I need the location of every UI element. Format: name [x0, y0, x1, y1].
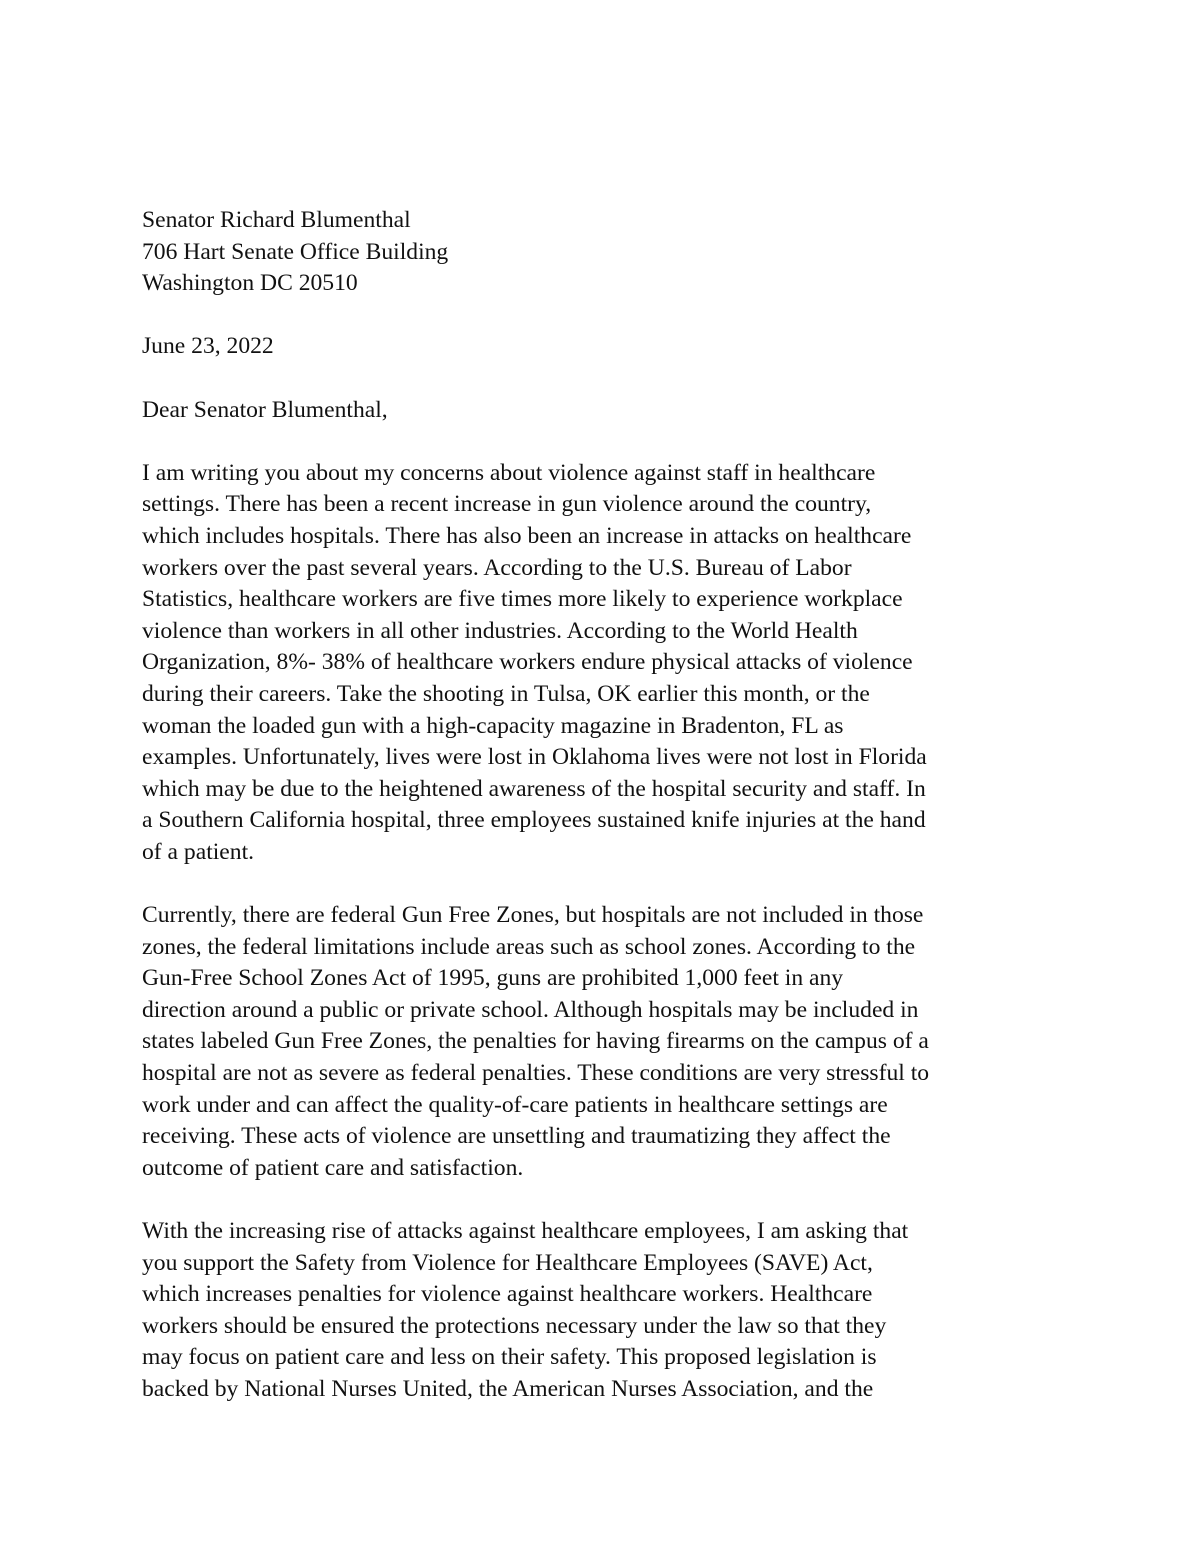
paragraph-line: workers over the past several years. According to the U.S. Bureau of Labor [142, 554, 852, 581]
recipient-name: Senator Richard Blumenthal [142, 207, 411, 233]
paragraph-line: Organization, 8%- 38% of healthcare workers endure physical attacks of violence [142, 649, 913, 676]
spacer [142, 363, 1082, 395]
spacer [142, 300, 1082, 332]
paragraph-line: work under and can affect the quality-of-care patients in healthcare settings are [142, 1091, 888, 1118]
recipient-street: 706 Hart Senate Office Building [142, 238, 449, 265]
paragraph-1 [142, 458, 1082, 869]
paragraph-line: you support the Safety from Violence for Healthcare Employees (SAVE) Act, [142, 1249, 873, 1276]
spacer [142, 426, 1082, 458]
paragraph-line: With the increasing rise of attacks against healthcare employees, I am asking that [142, 1218, 909, 1244]
paragraph-line: Statistics, healthcare workers are five times more likely to experience workplace [142, 586, 903, 613]
paragraph-line: zones, the federal limitations include areas such as school zones. According to the [142, 933, 916, 960]
paragraph-line: hospital are not as severe as federal penalties. These conditions are very stressful to [142, 1060, 930, 1087]
paragraph-line: during their careers. Take the shooting in Tulsa, OK earlier this month, or the [142, 680, 870, 707]
recipient-address [142, 205, 1082, 300]
date-text: June 23, 2022 [142, 333, 274, 360]
spacer [142, 868, 1082, 900]
paragraph-line: backed by National Nurses United, the American Nurses Association, and the [142, 1375, 874, 1402]
paragraph-line: direction around a public or private school. Although hospitals may be included in [142, 996, 919, 1023]
salutation-text: Dear Senator Blumenthal, [142, 396, 388, 423]
paragraph-line: a Southern California hospital, three employees sustained knife injuries at the hand [142, 807, 926, 834]
paragraph-line: violence than workers in all other industries. According to the World Health [142, 617, 858, 644]
salutation [142, 395, 1082, 427]
paragraph-line: may focus on patient care and less on their safety. This proposed legislation is [142, 1344, 877, 1371]
paragraph-line: which increases penalties for violence against healthcare workers. Healthcare [142, 1281, 873, 1308]
paragraph-line: states labeled Gun Free Zones, the penalties for having firearms on the campus of a [142, 1028, 929, 1055]
paragraph-3 [142, 1216, 1082, 1406]
letter-body [142, 205, 1082, 1406]
paragraph-line: which includes hospitals. There has also been an increase in attacks on healthcare [142, 522, 912, 549]
paragraph-line: settings. There has been a recent increase in gun violence around the country, [142, 491, 872, 518]
paragraph-line: examples. Unfortunately, lives were lost in Oklahoma lives were not lost in Florida [142, 744, 927, 771]
paragraph-line: receiving. These acts of violence are unsettling and traumatizing they affect the [142, 1123, 891, 1150]
paragraph-line: woman the loaded gun with a high-capacity magazine in Bradenton, FL as [142, 712, 844, 739]
paragraph-line: Currently, there are federal Gun Free Zones, but hospitals are not included in those [142, 902, 924, 929]
recipient-city: Washington DC 20510 [142, 270, 358, 297]
paragraph-line: I am writing you about my concerns about violence against staff in healthcare [142, 459, 876, 486]
paragraph-2 [142, 900, 1082, 1184]
letter-date [142, 331, 1082, 363]
paragraph-line: of a patient. [142, 838, 255, 865]
paragraph-line: outcome of patient care and satisfaction. [142, 1154, 524, 1181]
spacer [142, 1184, 1082, 1216]
paragraph-line: Gun-Free School Zones Act of 1995, guns are prohibited 1,000 feet in any [142, 965, 844, 992]
paragraph-line: workers should be ensured the protections necessary under the law so that they [142, 1312, 887, 1339]
paragraph-line: which may be due to the heightened awareness of the hospital security and staff. In [142, 775, 926, 802]
